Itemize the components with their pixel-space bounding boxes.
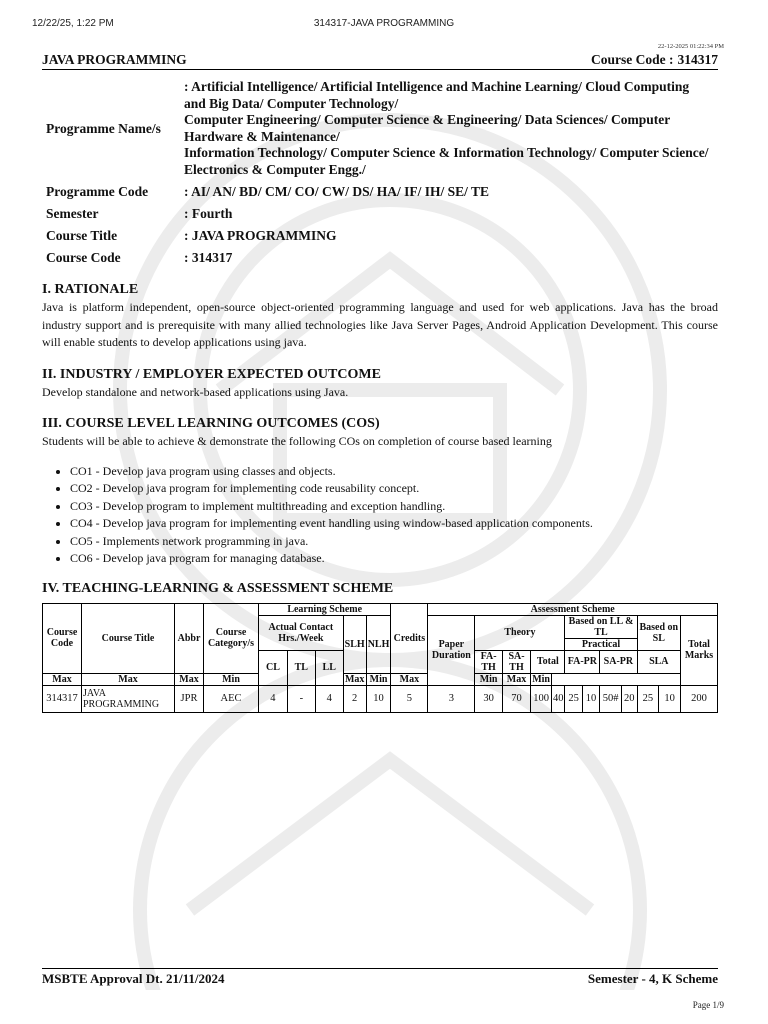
course-title-value: : JAVA PROGRAMMING	[184, 228, 337, 243]
th-course-code: Course Code	[43, 603, 82, 673]
th-assessment-scheme: Assessment Scheme	[428, 603, 718, 615]
th-cl: CL	[259, 650, 288, 685]
cell-category: AEC	[204, 685, 259, 712]
th-paper-duration: Paper Duration	[428, 615, 475, 685]
th-credits: Credits	[391, 603, 428, 673]
teaching-scheme-table	[42, 603, 718, 713]
th-total-marks: Total Marks	[681, 615, 718, 685]
course-code: 314317	[677, 52, 718, 67]
rationale-text: Java is platform independent, open-source object-oriented programming language and used for web applications. Java has the broad industry support and is prerequisite with many allied technologies like Java Server Pages, Android Application Development. This course will enable students to develop applications using java.	[42, 300, 718, 349]
programme-code-value: : AI/ AN/ BD/ CM/ CO/ CW/ DS/ HA/ IF/ IH/ SE/ TE	[184, 184, 490, 199]
cell-fa-th-max: 30	[475, 685, 502, 712]
cos-list	[42, 463, 718, 568]
th-fa-pr: FA-PR	[565, 650, 600, 673]
programme-names-line: Computer Engineering/ Computer Science & Engineering/ Data Sciences/ Computer Hardware & Maintenance/	[184, 112, 670, 144]
table-row	[43, 685, 718, 712]
cell-ll: 4	[315, 685, 343, 712]
cell-slh: 2	[343, 685, 366, 712]
cell-sa-pr-min: 20	[621, 685, 637, 712]
cell-total-marks: 200	[681, 685, 718, 712]
cell-fa-pr-min: 10	[582, 685, 599, 712]
cell-credits: 5	[391, 685, 428, 712]
programme-names-row	[42, 76, 718, 181]
programme-code-label: Programme Code	[46, 184, 149, 199]
th-theory: Theory	[475, 615, 565, 650]
programme-info-table	[42, 76, 718, 269]
th-sla: SLA	[637, 650, 680, 673]
course-code-row-value: : 314317	[184, 250, 233, 265]
th-sa-pr: SA-PR	[600, 650, 637, 673]
scheme-label: Semester - 4, K Scheme	[587, 971, 718, 986]
th-max: Max	[502, 673, 530, 685]
approval-date: MSBTE Approval Dt. 21/11/2024	[42, 971, 225, 986]
course-code-block	[591, 52, 718, 68]
course-title-label: Course Title	[46, 228, 118, 243]
cell-sa-pr-max: 50#	[600, 685, 622, 712]
cell-abbr: JPR	[175, 685, 204, 712]
print-title: 314317-JAVA PROGRAMMING	[313, 18, 455, 29]
th-course-title: Course Title	[82, 603, 175, 673]
th-total: Total	[531, 650, 565, 673]
cell-cl: 4	[259, 685, 288, 712]
th-category: Course Category/s	[204, 603, 259, 673]
cos-heading: III. COURSE LEVEL LEARNING OUTCOMES (COS)	[42, 416, 380, 431]
th-actual-contact: Actual Contact Hrs./Week	[259, 615, 344, 650]
cell-tl: -	[287, 685, 315, 712]
co-item: • CO6 - Develop java program for managing database.	[70, 550, 718, 568]
cell-sla-max: 25	[637, 685, 659, 712]
programme-names-line: : Artificial Intelligence/ Artificial Intelligence and Machine Learning/ Cloud Computing and Big Data/ Computer Technology/	[184, 79, 690, 111]
cell-total-min: 40	[551, 685, 565, 712]
page-footer	[42, 968, 718, 987]
cell-fa-pr-max: 25	[565, 685, 582, 712]
semester-value: : Fourth	[184, 206, 233, 221]
th-max: Max	[391, 673, 428, 685]
outcome-heading: II. INDUSTRY / EMPLOYER EXPECTED OUTCOME	[42, 366, 381, 382]
th-max: Max	[344, 673, 365, 685]
th-based-sl: Based on SL	[637, 615, 680, 650]
th-max: Max	[43, 673, 82, 685]
cell-total-max: 100	[531, 685, 552, 712]
cell-sa-th-max: 70	[502, 685, 530, 712]
programme-names-line: Information Technology/ Computer Science & Information Technology/ Computer Science/ Electronics & Computer Engg./	[184, 145, 709, 177]
print-datetime: 12/22/25, 1:22 PM	[32, 18, 114, 29]
page-number: Page 1/9	[692, 1000, 724, 1010]
co-item: • CO2 - Develop java program for implementing code reusability concept.	[70, 480, 718, 498]
th-min: Min	[532, 673, 550, 685]
course-code-label: Course Code :	[591, 52, 674, 67]
course-header-bar	[42, 52, 718, 70]
th-slh: SLH	[343, 615, 366, 673]
course-title-row	[42, 225, 718, 247]
co-item: • CO3 - Develop program to implement multithreading and exception handling.	[70, 498, 718, 516]
cell-nlh: 10	[366, 685, 391, 712]
th-learning-scheme: Learning Scheme	[259, 603, 391, 615]
co-item: • CO1 - Develop java program using classes and objects.	[70, 463, 718, 481]
programme-names-value	[180, 76, 718, 181]
semester-row	[42, 203, 718, 225]
th-max: Max	[82, 673, 175, 685]
co-item: • CO5 - Implements network programming in java.	[70, 533, 718, 551]
cell-paper-duration: 3	[428, 685, 475, 712]
th-min: Min	[204, 673, 259, 685]
th-abbr: Abbr	[175, 603, 204, 673]
th-sa-th: SA-TH	[502, 650, 530, 673]
cell-title: JAVA PROGRAMMING	[82, 685, 175, 712]
th-ll: LL	[315, 650, 343, 685]
scheme-heading: IV. TEACHING-LEARNING & ASSESSMENT SCHEME	[42, 580, 394, 596]
semester-label: Semester	[46, 206, 99, 221]
co-item: • CO4 - Develop java program for implementing event handling using window-based application components.	[70, 515, 718, 533]
course-name: JAVA PROGRAMMING	[42, 52, 187, 67]
cell-sla-min: 10	[659, 685, 681, 712]
programme-code-row	[42, 181, 718, 203]
course-code-row	[42, 247, 718, 269]
generated-stamp: 22-12-2025 01:22:34 PM	[657, 43, 724, 50]
th-fa-th: FA-TH	[475, 650, 502, 673]
th-nlh: NLH	[366, 615, 391, 673]
th-min: Min	[366, 673, 391, 685]
programme-names-label: Programme Name/s	[46, 120, 161, 136]
th-based-ll-tl: Based on LL & TL	[565, 615, 637, 638]
page-content	[42, 52, 718, 713]
rationale-heading: I. RATIONALE	[42, 282, 139, 297]
cell-code: 314317	[43, 685, 82, 712]
th-tl: TL	[287, 650, 315, 685]
course-code-row-label: Course Code	[46, 250, 121, 265]
th-max: Max	[175, 673, 204, 685]
th-min: Min	[475, 673, 502, 685]
outcome-text: Develop standalone and network-based applications using Java.	[42, 384, 349, 399]
th-practical: Practical	[565, 638, 637, 650]
cos-intro: Students will be able to achieve & demonstrate the following COs on completion of course based learning	[42, 434, 552, 448]
